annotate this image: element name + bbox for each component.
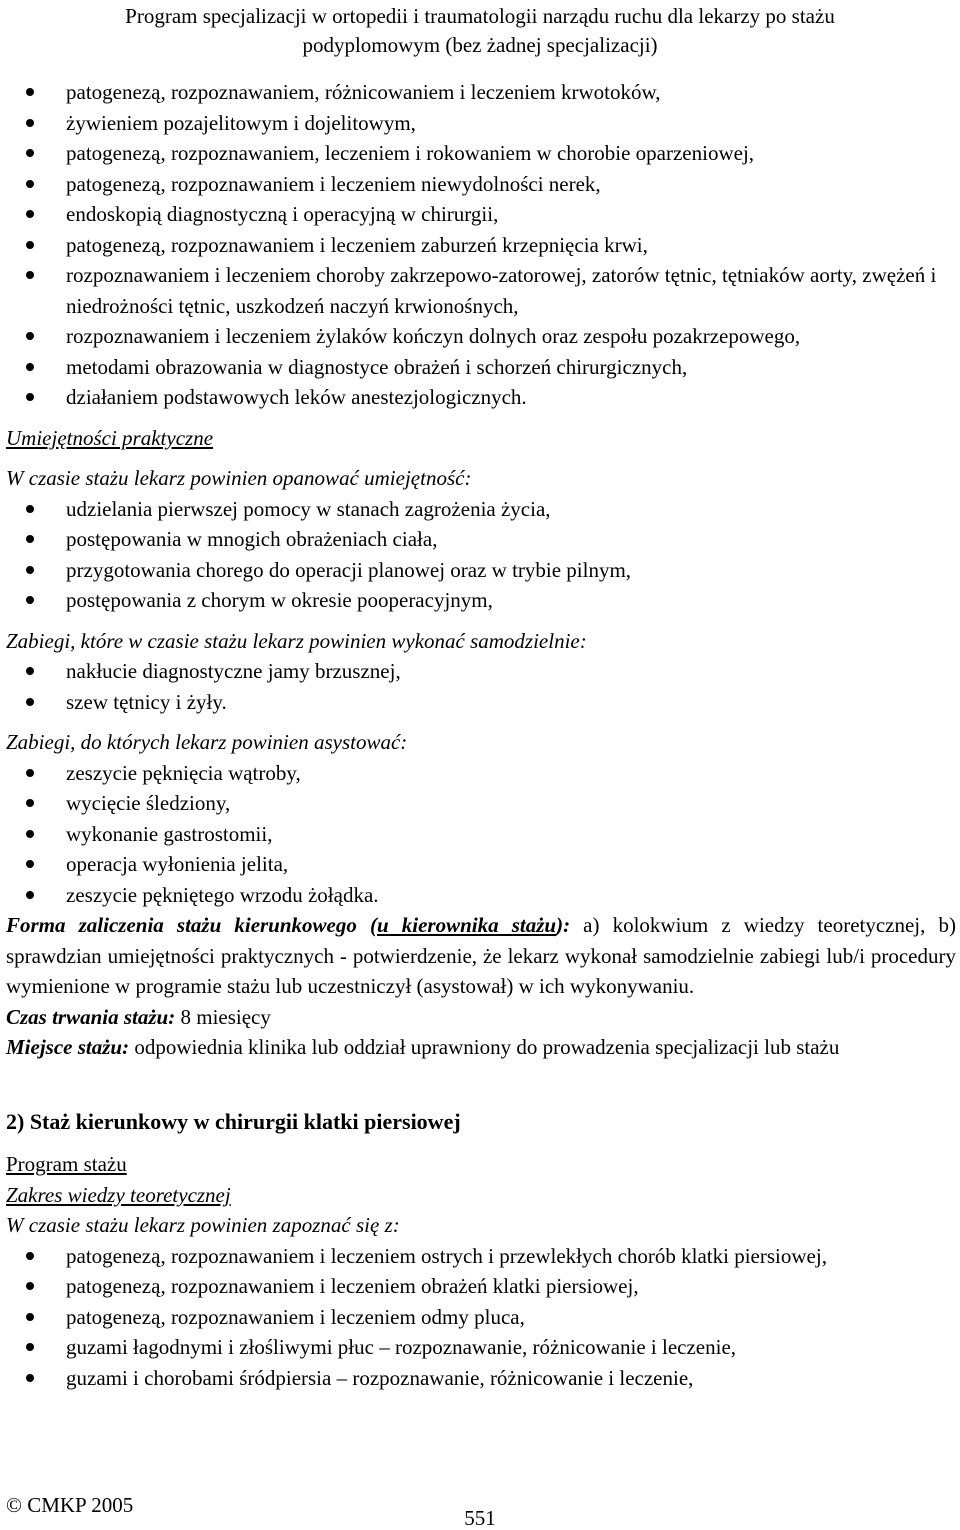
list-item: żywieniem pozajelitowym i dojelitowym, bbox=[6, 108, 956, 139]
assist-procedures-list bbox=[6, 758, 956, 911]
knowledge-list bbox=[6, 77, 956, 413]
assessment-label-part: Forma zaliczenia stażu kierunkowego ( bbox=[6, 913, 377, 937]
page-header bbox=[4, 0, 956, 60]
assessment-label-end: ): bbox=[556, 913, 571, 937]
independent-procedures-list bbox=[6, 656, 956, 717]
theory-intro: W czasie stażu lekarz powinien zapoznać się z: bbox=[6, 1213, 400, 1237]
list-item: udzielania pierwszej pomocy w stanach zagrożenia życia, bbox=[6, 494, 956, 525]
list-item: patogenezą, rozpoznawaniem i leczeniem obrażeń klatki piersiowej, bbox=[6, 1271, 956, 1302]
list-item: postępowania w mnogich obrażeniach ciała, bbox=[6, 524, 956, 555]
duration-text: 8 miesięcy bbox=[175, 1004, 271, 1029]
list-item: patogenezą, rozpoznawaniem, różnicowaniem i leczeniem krwotoków, bbox=[6, 77, 956, 108]
theory-scope-heading: Zakres wiedzy teoretycznej bbox=[6, 1182, 231, 1207]
skills-heading: Umiejętności praktyczne bbox=[6, 425, 214, 450]
header-line-2: podyplomowym (bez żadnej specjalizacji) bbox=[302, 33, 658, 57]
list-item: metodami obrazowania w diagnostyce obrażeń i schorzeń chirurgicznych, bbox=[6, 352, 956, 383]
independent-procedures-heading: Zabiegi, które w czasie stażu lekarz powinien wykonać samodzielnie: bbox=[6, 628, 587, 653]
list-item: wycięcie śledziony, bbox=[6, 788, 956, 819]
list-item: patogenezą, rozpoznawaniem i leczeniem niewydolności nerek, bbox=[6, 169, 956, 200]
skills-intro: W czasie stażu lekarz powinien opanować umiejętność: bbox=[6, 466, 472, 490]
header-line-1: Program specjalizacji w ortopedii i traumatologii narządu ruchu dla lekarzy po stażu bbox=[125, 4, 835, 28]
list-item: operacja wyłonienia jelita, bbox=[6, 849, 956, 880]
list-item: przygotowania chorego do operacji planowej oraz w trybie pilnym, bbox=[6, 555, 956, 586]
assessment-label bbox=[6, 913, 570, 937]
list-item: wykonanie gastrostomii, bbox=[6, 819, 956, 850]
list-item: szew tętnicy i żyły. bbox=[6, 687, 956, 718]
list-item: patogenezą, rozpoznawaniem, leczeniem i rokowaniem w chorobie oparzeniowej, bbox=[6, 138, 956, 169]
list-item: zeszycie pęknięcia wątroby, bbox=[6, 758, 956, 789]
assessment-text: a) kolokwium z wiedzy teoretycznej, b) sprawdzian umiejętności praktycznych - potwierdzenie, że lekarz wykonał samodzielnie zabiegi lub/i procedury wymienione w programie stażu lub uczestniczył (asystował) w ich wykonywaniu. bbox=[6, 913, 956, 998]
duration-paragraph bbox=[6, 1002, 956, 1033]
list-item: postępowania z chorym w okresie pooperacyjnym, bbox=[6, 585, 956, 616]
page-content bbox=[6, 77, 956, 1393]
list-item: patogenezą, rozpoznawaniem i leczeniem ostrych i przewlekłych chorób klatki piersiowej, bbox=[6, 1241, 956, 1272]
list-item: rozpoznawaniem i leczeniem choroby zakrzepowo-zatorowej, zatorów tętnic, tętniaków aorty, zwężeń i niedrożności tętnic, uszkodzeń naczyń krwionośnych, bbox=[6, 260, 956, 321]
list-item: guzami i chorobami śródpiersia – rozpoznawanie, różnicowanie i leczenie, bbox=[6, 1363, 956, 1394]
list-item: guzami łagodnymi i złośliwymi płuc – rozpoznawanie, różnicowanie i leczenie, bbox=[6, 1332, 956, 1363]
assist-procedures-heading: Zabiegi, do których lekarz powinien asystować: bbox=[6, 730, 408, 754]
location-paragraph bbox=[6, 1032, 956, 1063]
duration-label: Czas trwania stażu: bbox=[6, 1004, 176, 1029]
list-item: zeszycie pękniętego wrzodu żołądka. bbox=[6, 880, 956, 911]
copyright: © CMKP 2005 bbox=[6, 1493, 134, 1517]
list-item: endoskopią diagnostyczną i operacyjną w chirurgii, bbox=[6, 199, 956, 230]
list-item: patogenezą, rozpoznawaniem i leczeniem odmy pluca, bbox=[6, 1302, 956, 1333]
list-item: nakłucie diagnostyczne jamy brzusznej, bbox=[6, 656, 956, 687]
list-item: patogenezą, rozpoznawaniem i leczeniem zaburzeń krzepnięcia krwi, bbox=[6, 230, 956, 261]
skills-list bbox=[6, 494, 956, 616]
assessment-paragraph bbox=[6, 910, 956, 1002]
page-number: 551 bbox=[464, 1506, 496, 1530]
location-text: odpowiednia klinika lub oddział uprawniony do prowadzenia specjalizacji lub stażu bbox=[129, 1035, 840, 1059]
section-2-title: 2) Staż kierunkowy w chirurgii klatki piersiowej bbox=[6, 1108, 461, 1134]
program-heading: Program stażu bbox=[6, 1152, 127, 1176]
assessment-label-underlined: u kierownika stażu bbox=[376, 913, 557, 937]
location-label: Miejsce stażu: bbox=[6, 1035, 130, 1059]
list-item: rozpoznawaniem i leczeniem żylaków kończyn dolnych oraz zespołu pozakrzepowego, bbox=[6, 321, 956, 352]
chest-surgery-list bbox=[6, 1241, 956, 1394]
list-item: działaniem podstawowych leków anestezjologicznych. bbox=[6, 382, 956, 413]
